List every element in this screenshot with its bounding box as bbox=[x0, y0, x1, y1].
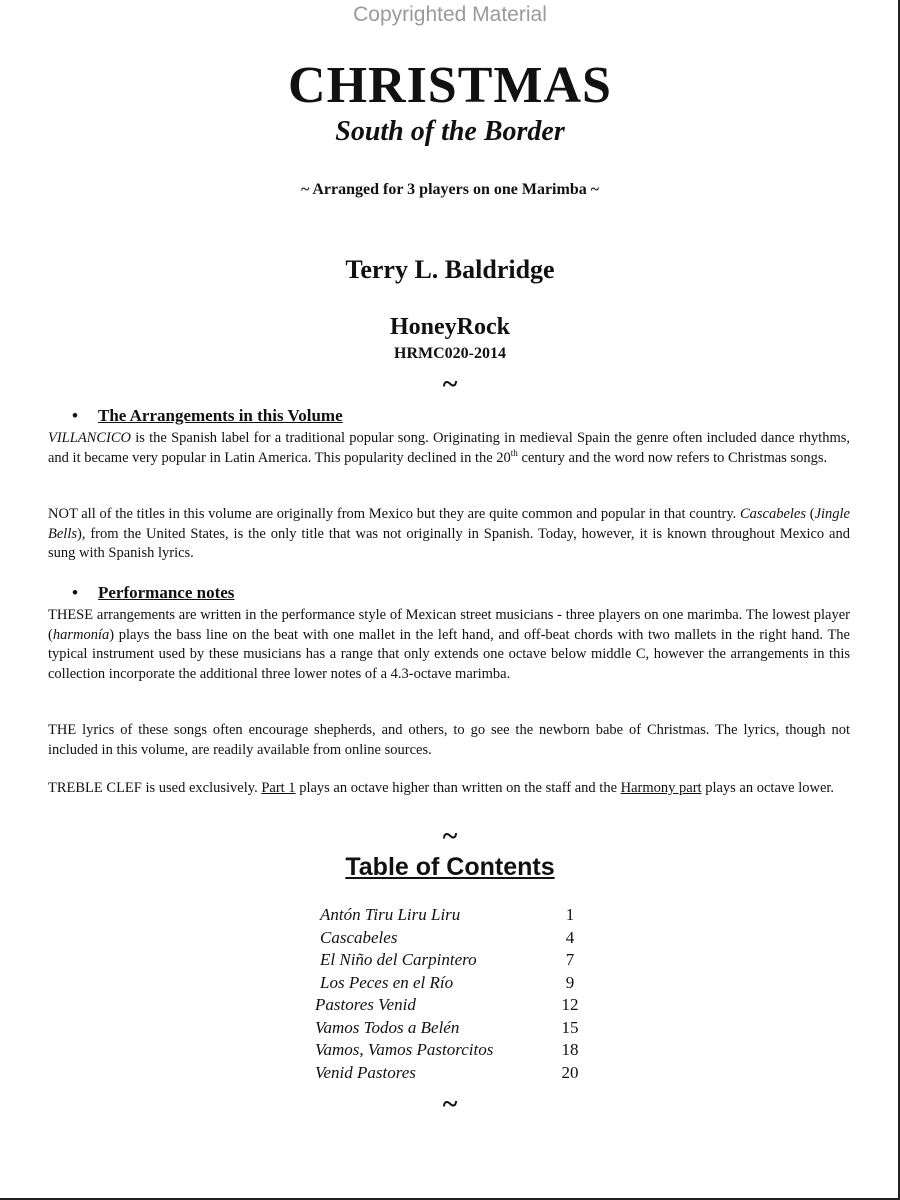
toc-item: El Niño del Carpintero 7 bbox=[320, 950, 575, 969]
book-title: CHRISTMAS bbox=[288, 57, 612, 114]
toc-title: Table of Contents bbox=[345, 853, 555, 881]
copyright-watermark: Copyrighted Material bbox=[353, 3, 547, 26]
section-heading-performance: • Performance notes bbox=[72, 583, 235, 602]
section-heading-arrangements: • The Arrangements in this Volume bbox=[72, 406, 343, 425]
toc-item: Los Peces en el Río 9 bbox=[320, 972, 575, 992]
toc-item: Cascabeles 4 bbox=[320, 927, 575, 947]
table-of-contents bbox=[310, 905, 590, 1085]
paragraph-villancico: VILLANCICO is the Spanish label for a traditional popular song. Originating in medieval Spain the genre often included dance rhythms, and it became very popular in Latin America. This popularity declined in the 20th century and the word now refers to Christmas songs. bbox=[48, 430, 850, 466]
toc-item: Venid Pastores 20 bbox=[315, 1062, 579, 1082]
bullet-icon: • bbox=[72, 406, 78, 425]
bullet-icon: • bbox=[72, 583, 78, 602]
publisher-name: HoneyRock bbox=[390, 314, 510, 340]
author-name: Terry L. Baldridge bbox=[345, 255, 555, 284]
toc-item: Pastores Venid 12 bbox=[315, 995, 579, 1014]
divider-tilde: ~ bbox=[442, 1089, 458, 1120]
paragraph-performance-style: THESE arrangements are written in the performance style of Mexican street musicians - three players on one marimba. The lowest player (harmonía) plays the bass line on the beat with one mallet in the left hand, and off-beat chords with two mallets in the right hand. The typical instrument used by these musicians has a range that only extends one octave below middle C, however the arrangements in this collection incorporate the additional three lower notes of a 4.3-octave marimba. bbox=[48, 607, 850, 682]
book-subtitle: South of the Border bbox=[335, 116, 565, 147]
divider-tilde: ~ bbox=[442, 821, 458, 852]
paragraph-titles-origin: NOT all of the titles in this volume are originally from Mexico but they are quite common and popular in that country. Cascabeles (Jingle Bells), from the United States, is the only title that was not originally in Spanish. Today, however, it is known throughout Mexico and sung with Spanish lyrics. bbox=[48, 506, 850, 561]
arrangement-note: ~ Arranged for 3 players on one Marimba ~ bbox=[300, 181, 600, 198]
paragraph-lyrics: THE lyrics of these songs often encourage shepherds, and others, to go see the newborn babe of Christmas. The lyrics, though not included in this volume, are readily available from online sources. bbox=[48, 722, 850, 758]
toc-item: Vamos, Vamos Pastorcitos 18 bbox=[315, 1040, 579, 1059]
paragraph-treble-clef: TREBLE CLEF is used exclusively. Part 1 plays an octave higher than written on the staff and the Harmony part plays an octave lower. bbox=[48, 780, 835, 796]
catalog-code: HRMC020-2014 bbox=[394, 345, 506, 362]
toc-item: Vamos Todos a Belén 15 bbox=[315, 1017, 579, 1037]
divider-tilde: ~ bbox=[442, 369, 458, 400]
toc-item: Antón Tiru Liru Liru 1 bbox=[320, 905, 575, 924]
